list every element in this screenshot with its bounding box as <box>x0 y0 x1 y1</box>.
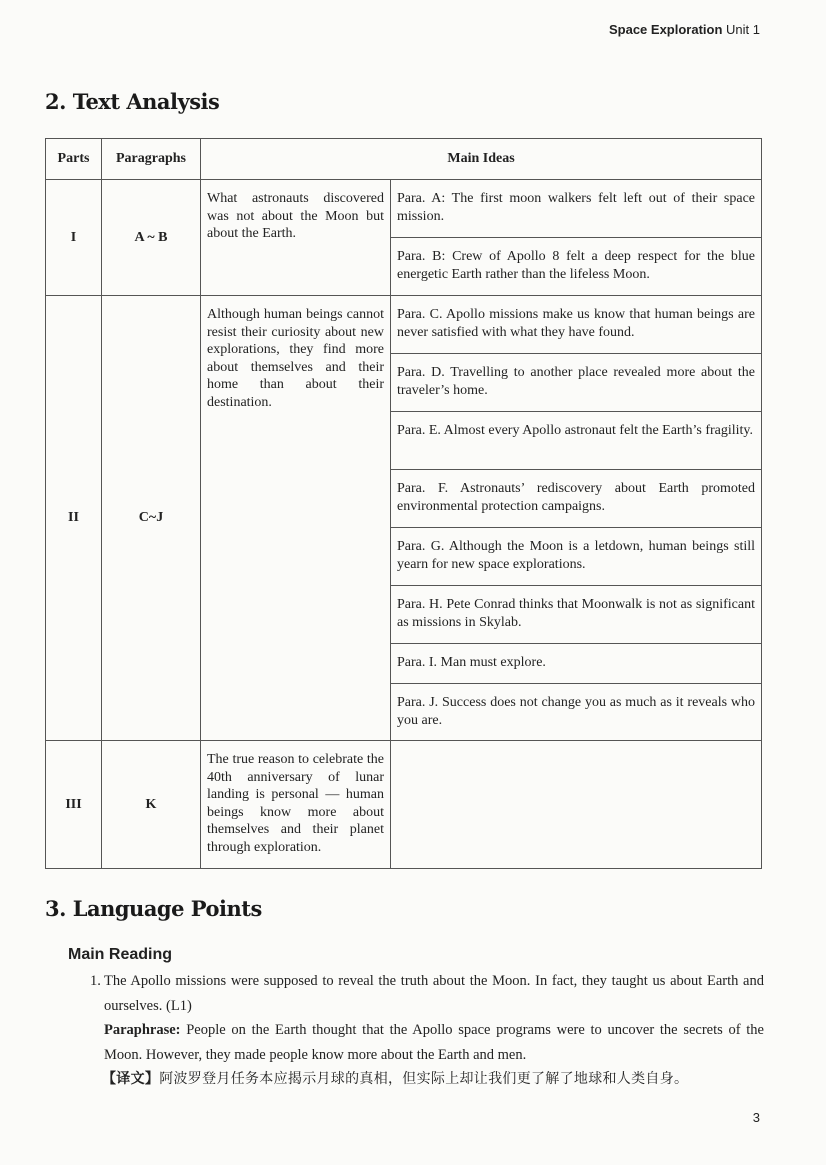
translation-label: 【译文】 <box>102 1071 160 1087</box>
part-cell: I <box>46 180 102 296</box>
text-analysis-table <box>45 138 762 869</box>
table-row <box>46 741 762 869</box>
sentence-text: The Apollo missions were supposed to reveal the truth about the Moon. In fact, they taught us about Earth and ourselves. (L1) <box>104 973 764 1014</box>
paragraphs-cell: A ~ B <box>102 180 201 296</box>
table-row <box>46 180 762 238</box>
header-paragraphs: Paragraphs <box>102 139 201 180</box>
paraphrase-label: Paraphrase: <box>104 1022 181 1038</box>
paragraphs-cell: C~J <box>102 296 201 741</box>
paraphrase-text: People on the Earth thought that the Apollo space programs were to uncover the secrets of the Moon. However, they made people know more about the Earth and men. <box>104 1022 764 1063</box>
summary-cell: The true reason to celebrate the 40th anniversary of lunar landing is personal — human beings know more about themselves and their planet through exploration. <box>201 741 391 869</box>
summary-cell: What astronauts discovered was not about the Moon but about the Earth. <box>201 180 391 296</box>
translation-text: 阿波罗登月任务本应揭示月球的真相，但实际上却让我们更了解了地球和人类自身。 <box>159 1071 689 1087</box>
running-head-unit: Unit 1 <box>726 22 760 37</box>
section-title-text-analysis: 2. Text Analysis <box>45 89 220 114</box>
page-number: 3 <box>752 1110 760 1125</box>
part-cell: II <box>46 296 102 741</box>
running-head <box>609 22 760 37</box>
main-idea-cell: Para. A: The first moon walkers felt left out of their space mission. <box>391 180 762 238</box>
summary-cell: Although human beings cannot resist their curiosity about new explorations, they find more about themselves and their home than about their destination. <box>201 296 391 741</box>
item-number: 1. <box>90 973 101 989</box>
paragraphs-cell: K <box>102 741 201 869</box>
language-point-sentence <box>90 969 764 1018</box>
table-row <box>46 296 762 354</box>
language-point-paraphrase <box>104 1018 764 1067</box>
main-idea-cell: Para. F. Astronauts’ rediscovery about Earth promoted environmental protection campaigns. <box>391 470 762 528</box>
main-idea-cell: Para. J. Success does not change you as much as it reveals who you are. <box>391 684 762 741</box>
main-idea-cell: Para. C. Apollo missions make us know that human beings are never satisfied with what they have found. <box>391 296 762 354</box>
running-head-title: Space Exploration <box>608 22 723 37</box>
table-header-row <box>46 139 762 180</box>
language-point-translation <box>102 1068 688 1088</box>
main-idea-cell: Para. B: Crew of Apollo 8 felt a deep respect for the blue energetic Earth rather than the lifeless Moon. <box>391 238 762 296</box>
main-idea-cell: Para. I. Man must explore. <box>391 644 762 684</box>
section-title-language-points: 3. Language Points <box>45 896 262 921</box>
main-idea-cell: Para. G. Although the Moon is a letdown, human beings still yearn for new space explorations. <box>391 528 762 586</box>
main-idea-cell: Para. H. Pete Conrad thinks that Moonwalk is not as significant as missions in Skylab. <box>391 586 762 644</box>
header-main-ideas: Main Ideas <box>201 139 762 180</box>
part-cell: III <box>46 741 102 869</box>
main-idea-cell: Para. D. Travelling to another place revealed more about the traveler’s home. <box>391 354 762 412</box>
subsection-title-main-reading: Main Reading <box>68 946 173 963</box>
main-idea-cell-empty <box>391 741 762 869</box>
header-parts: Parts <box>46 139 102 180</box>
main-idea-cell: Para. E. Almost every Apollo astronaut felt the Earth’s fragility. <box>391 412 762 470</box>
